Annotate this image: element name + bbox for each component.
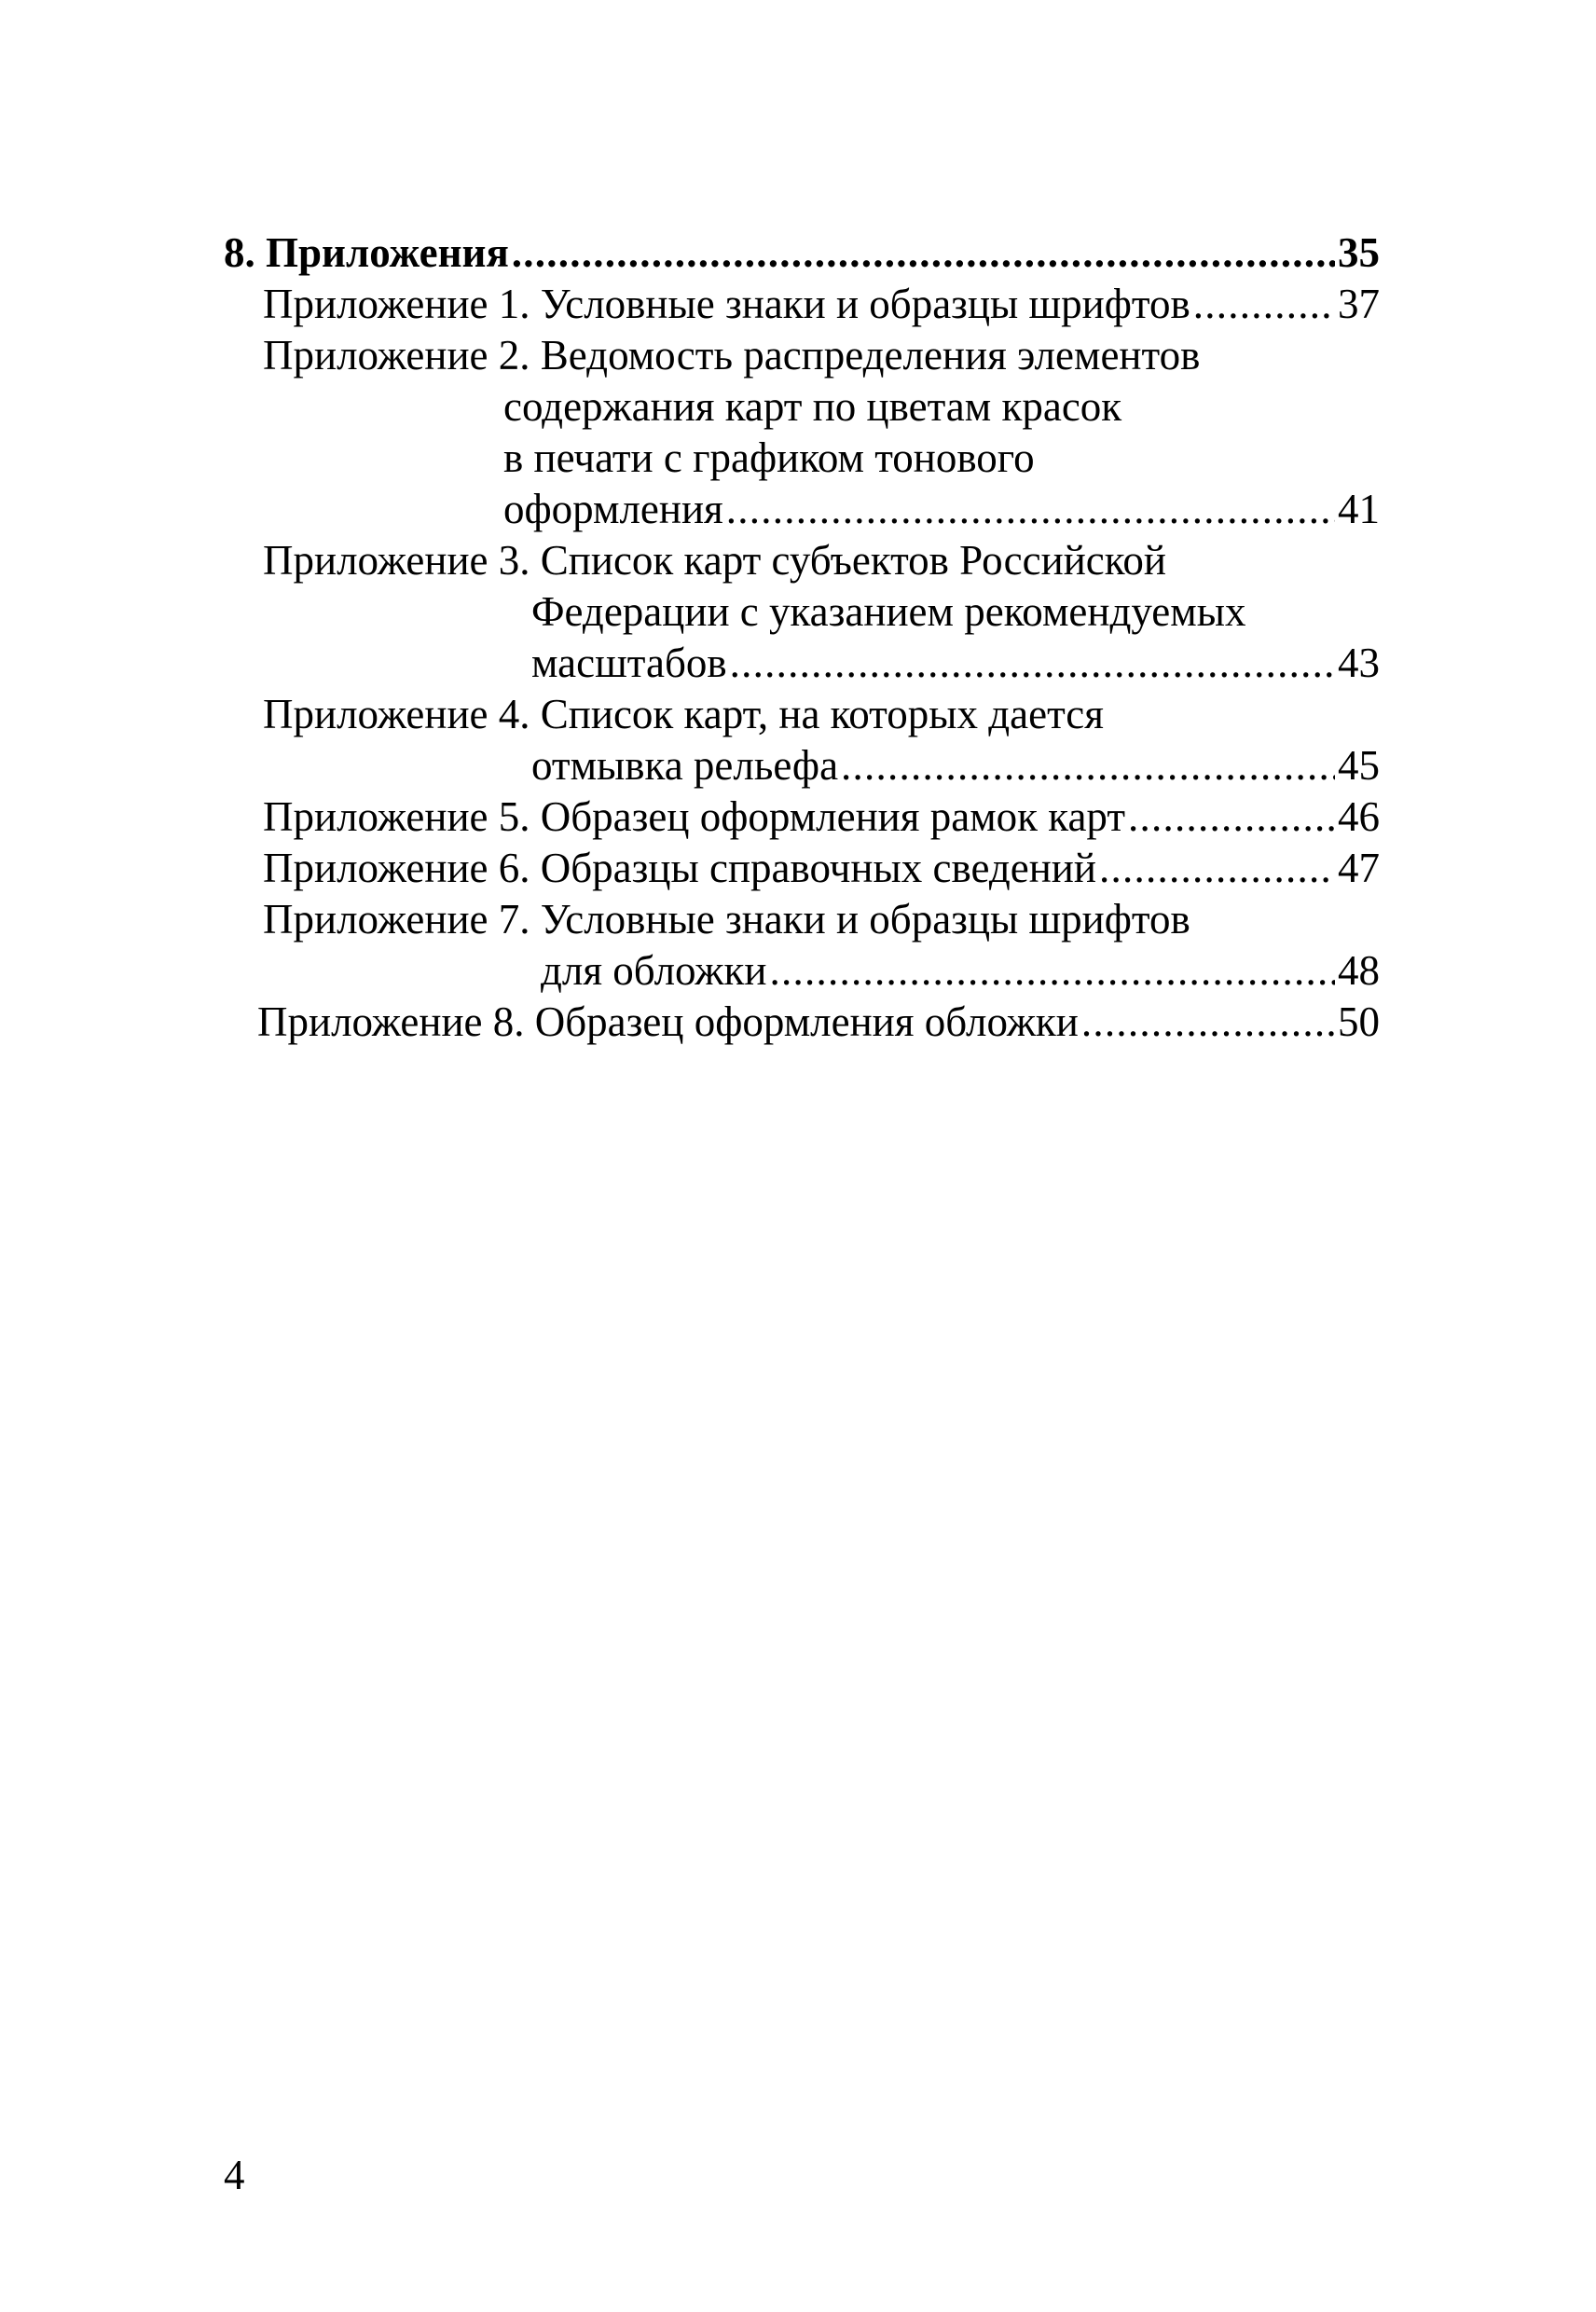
toc-entry-line: в печати с графиком тонового [503, 434, 1035, 481]
toc-entry-line: отмывка рельефа [531, 742, 839, 789]
toc-entry-line: Приложение 3. Список карт субъектов Российской [263, 537, 1166, 584]
toc-entry-page: 47 [1338, 845, 1380, 891]
toc-entry-line: Приложение 7. Условные знаки и образцы шрифтов [263, 896, 1190, 943]
toc-entry-page: 41 [1338, 486, 1380, 532]
toc-entry-page: 45 [1338, 742, 1380, 789]
dot-leader [1193, 279, 1335, 330]
dot-leader [730, 638, 1335, 689]
toc-entry-section-8 [224, 227, 1380, 279]
toc-entry-appendix-3 [224, 535, 1380, 689]
dot-leader [1081, 997, 1335, 1048]
dot-leader [841, 740, 1335, 791]
toc-entry-appendix-5 [224, 791, 1380, 843]
toc-entry-line: Приложение 4. Список карт, на которых дается [263, 691, 1104, 737]
toc-entry-page: 43 [1338, 640, 1380, 686]
page-number: 4 [224, 2152, 245, 2198]
toc-entry-label: Приложение 6. Образцы справочных сведений [263, 845, 1096, 891]
toc-entry-last-line [224, 945, 1380, 997]
toc-entry-last-line [224, 484, 1380, 535]
toc-entry-appendix-6 [224, 843, 1380, 894]
toc-entry-label: Приложение 5. Образец оформления рамок карт [263, 793, 1126, 840]
toc-entry-page: 48 [1338, 947, 1380, 994]
toc-entry-line: Федерации с указанием рекомендуемых [531, 588, 1246, 635]
dot-leader [726, 484, 1335, 535]
table-of-contents [224, 227, 1380, 1048]
toc-entry-page: 35 [1338, 229, 1380, 276]
dot-leader [769, 945, 1335, 997]
toc-entry-label: 8. Приложения [224, 229, 509, 276]
dot-leader [1099, 843, 1335, 894]
toc-entry-page: 46 [1338, 793, 1380, 840]
toc-entry-label: Приложение 8. Образец оформления обложки [257, 998, 1079, 1045]
toc-entry-line: масштабов [531, 640, 727, 686]
toc-entry-last-line [224, 638, 1380, 689]
dot-leader [1128, 791, 1335, 843]
toc-entry-appendix-4 [224, 689, 1380, 791]
toc-entry-line: оформления [503, 486, 723, 532]
toc-entry-page: 37 [1338, 281, 1380, 327]
toc-entry-line: для обложки [541, 947, 767, 994]
toc-entry-appendix-7 [224, 894, 1380, 997]
toc-entry-label: Приложение 1. Условные знаки и образцы шрифтов [263, 281, 1190, 327]
toc-entry-appendix-8 [224, 997, 1380, 1048]
dot-leader [512, 227, 1335, 279]
toc-entry-page: 50 [1338, 998, 1380, 1045]
toc-entry-line: Приложение 2. Ведомость распределения элементов [263, 332, 1201, 378]
toc-entry-appendix-1 [224, 279, 1380, 330]
toc-entry-appendix-2 [224, 330, 1380, 535]
toc-entry-line: содержания карт по цветам красок [503, 383, 1122, 430]
toc-entry-last-line [224, 740, 1380, 791]
